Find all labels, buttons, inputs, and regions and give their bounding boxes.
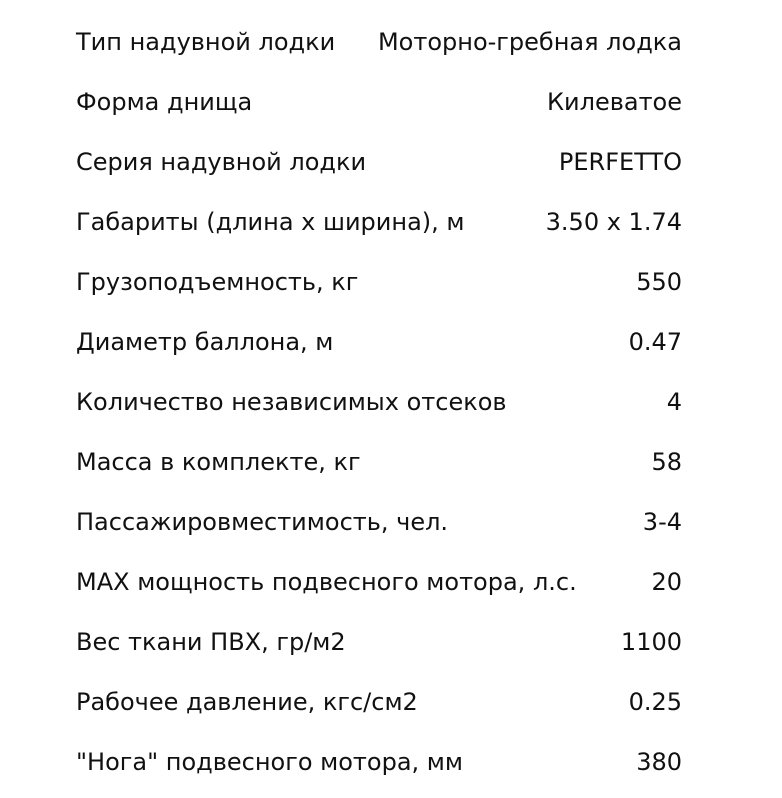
spec-value: 1100 <box>620 628 682 656</box>
spec-row-boat-type <box>76 12 682 72</box>
spec-value: 58 <box>651 448 682 476</box>
specifications-table <box>76 12 682 792</box>
spec-row-dimensions <box>76 192 682 252</box>
spec-row-pvc-weight <box>76 612 682 672</box>
spec-label: Форма днища <box>76 88 253 116</box>
spec-label: Масса в комплекте, кг <box>76 448 361 476</box>
spec-label: Тип надувной лодки <box>76 28 336 56</box>
spec-value: 3.50 x 1.74 <box>545 208 682 236</box>
spec-label: Вес ткани ПВХ, гр/м2 <box>76 628 346 656</box>
spec-label: Серия надувной лодки <box>76 148 367 176</box>
spec-value: 0.47 <box>628 328 682 356</box>
spec-row-motor-leg <box>76 732 682 792</box>
spec-label: MAX мощность подвесного мотора, л.с. <box>76 568 577 596</box>
spec-value: 4 <box>666 388 682 416</box>
spec-value: PERFETTO <box>558 148 682 176</box>
spec-row-max-motor-power <box>76 552 682 612</box>
spec-value: 20 <box>651 568 682 596</box>
spec-label: Грузоподъемность, кг <box>76 268 359 296</box>
spec-row-compartments <box>76 372 682 432</box>
spec-value: 3-4 <box>642 508 682 536</box>
spec-row-working-pressure <box>76 672 682 732</box>
spec-label: Пассажировместимость, чел. <box>76 508 449 536</box>
spec-row-series <box>76 132 682 192</box>
spec-row-passengers <box>76 492 682 552</box>
spec-label: "Нога" подвесного мотора, мм <box>76 748 463 776</box>
spec-value: 550 <box>636 268 682 296</box>
spec-value: Килеватое <box>546 88 682 116</box>
spec-value: 0.25 <box>628 688 682 716</box>
spec-value: 380 <box>636 748 682 776</box>
spec-label: Диаметр баллона, м <box>76 328 334 356</box>
spec-label: Рабочее давление, кгс/см2 <box>76 688 418 716</box>
spec-row-tube-diameter <box>76 312 682 372</box>
spec-row-capacity <box>76 252 682 312</box>
spec-value: Моторно-гребная лодка <box>377 28 682 56</box>
spec-row-weight <box>76 432 682 492</box>
spec-label: Количество независимых отсеков <box>76 388 507 416</box>
spec-label: Габариты (длина х ширина), м <box>76 208 465 236</box>
spec-row-hull-shape <box>76 72 682 132</box>
